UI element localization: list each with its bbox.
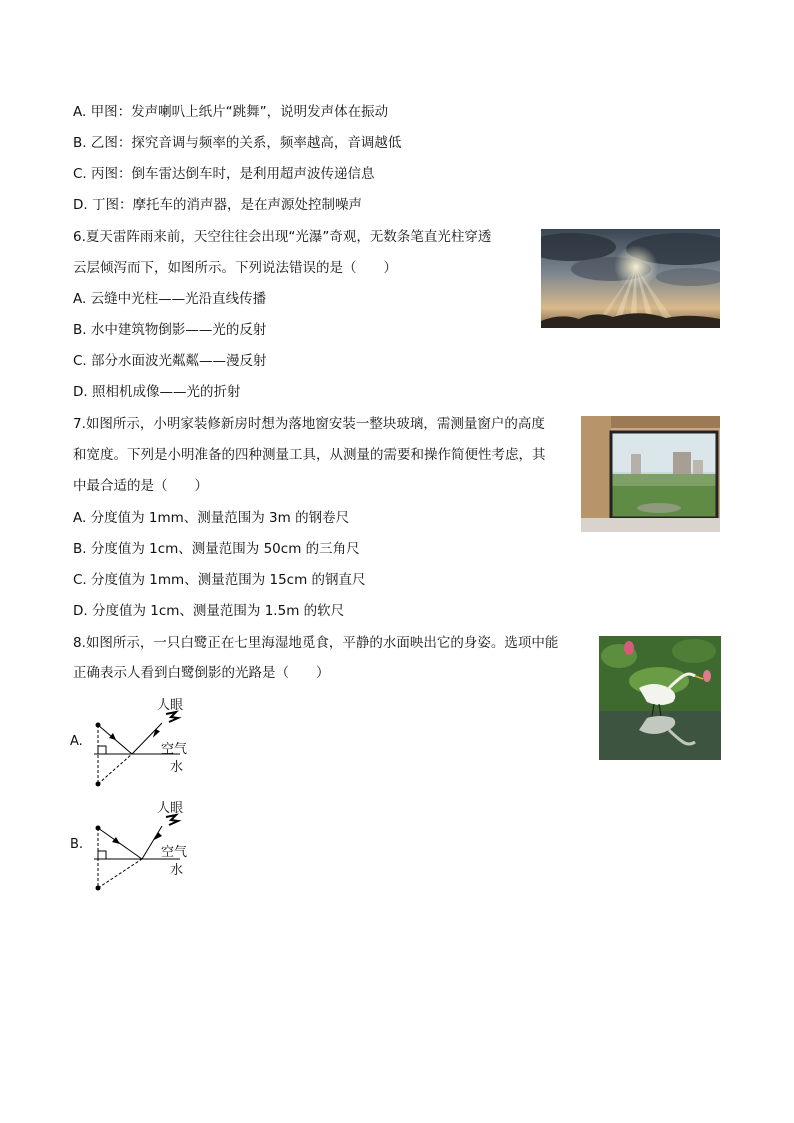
diagram-b-light-path — [70, 795, 200, 891]
diagram-b-eye-label: 人眼 — [157, 801, 184, 816]
q6-option-b: B. 水中建筑物倒影——光的反射 — [73, 322, 267, 338]
q7-option-b: B. 分度值为 1cm、测量范围为 50cm 的三角尺 — [73, 541, 360, 557]
diagram-b-water-label: 水 — [170, 863, 184, 878]
q7-stem-line-1: 7.如图所示，小明家装修新房时想为落地窗安装一整块玻璃，需测量窗户的高度 — [73, 416, 545, 432]
q5-option-b: B. 乙图：探究音调与频率的关系，频率越高，音调越低 — [73, 135, 402, 151]
diagram-b — [70, 795, 200, 891]
q6-option-a: A. 云缝中光柱——光沿直线传播 — [73, 291, 267, 307]
diagram-a-eye-label: 人眼 — [157, 698, 184, 713]
diagram-b-letter: B. — [70, 837, 84, 852]
q5-option-d: D. 丁图：摩托车的消声器，是在声源处控制噪声 — [73, 197, 362, 213]
q7-option-c: C. 分度值为 1mm、测量范围为 15cm 的钢直尺 — [73, 572, 366, 588]
diagram-b-air-label: 空气 — [161, 845, 188, 860]
q6-stem-line-2: 云层倾泻而下，如图所示。下列说法错误的是（ ） — [73, 260, 397, 276]
eye-icon — [166, 815, 178, 825]
q8-stem-line-2: 正确表示人看到白鹭倒影的光路是（ ） — [73, 665, 330, 681]
q7-stem-line-2: 和宽度。下列是小明准备的四种测量工具，从测量的需要和操作简便性考虑，其 — [73, 447, 546, 463]
eye-icon — [166, 712, 178, 722]
q7-stem-line-3: 中最合适的是（ ） — [73, 478, 208, 494]
diagram-a-light-path — [70, 692, 200, 788]
q8-stem-line-1: 8.如图所示，一只白鹭正在七里海湿地觅食，平静的水面映出它的身姿。选项中能 — [73, 635, 559, 651]
q6-option-c: C. 部分水面波光粼粼——漫反射 — [73, 353, 267, 369]
diagram-a-water-label: 水 — [170, 760, 184, 775]
diagram-a-letter: A. — [70, 734, 83, 749]
q6-stem-line-1: 6.夏天雷阵雨来前，天空往往会出现“光瀑”奇观，无数条笔直光柱穿透 — [73, 229, 492, 245]
diagram-a — [70, 692, 200, 788]
egret-reflection-photo — [599, 636, 721, 760]
q7-option-a: A. 分度值为 1mm、测量范围为 3m 的钢卷尺 — [73, 510, 350, 526]
window-view-photo — [581, 416, 720, 532]
diagram-a-air-label: 空气 — [161, 742, 188, 757]
q7-option-d: D. 分度值为 1cm、测量范围为 1.5m 的软尺 — [73, 603, 345, 619]
q6-option-d: D. 照相机成像——光的折射 — [73, 384, 241, 400]
q5-option-c: C. 丙图：倒车雷达倒车时，是利用超声波传递信息 — [73, 166, 375, 182]
q5-option-a: A. 甲图：发声喇叭上纸片“跳舞”，说明发声体在振动 — [73, 104, 389, 120]
sun-rays-clouds-photo — [541, 229, 720, 328]
